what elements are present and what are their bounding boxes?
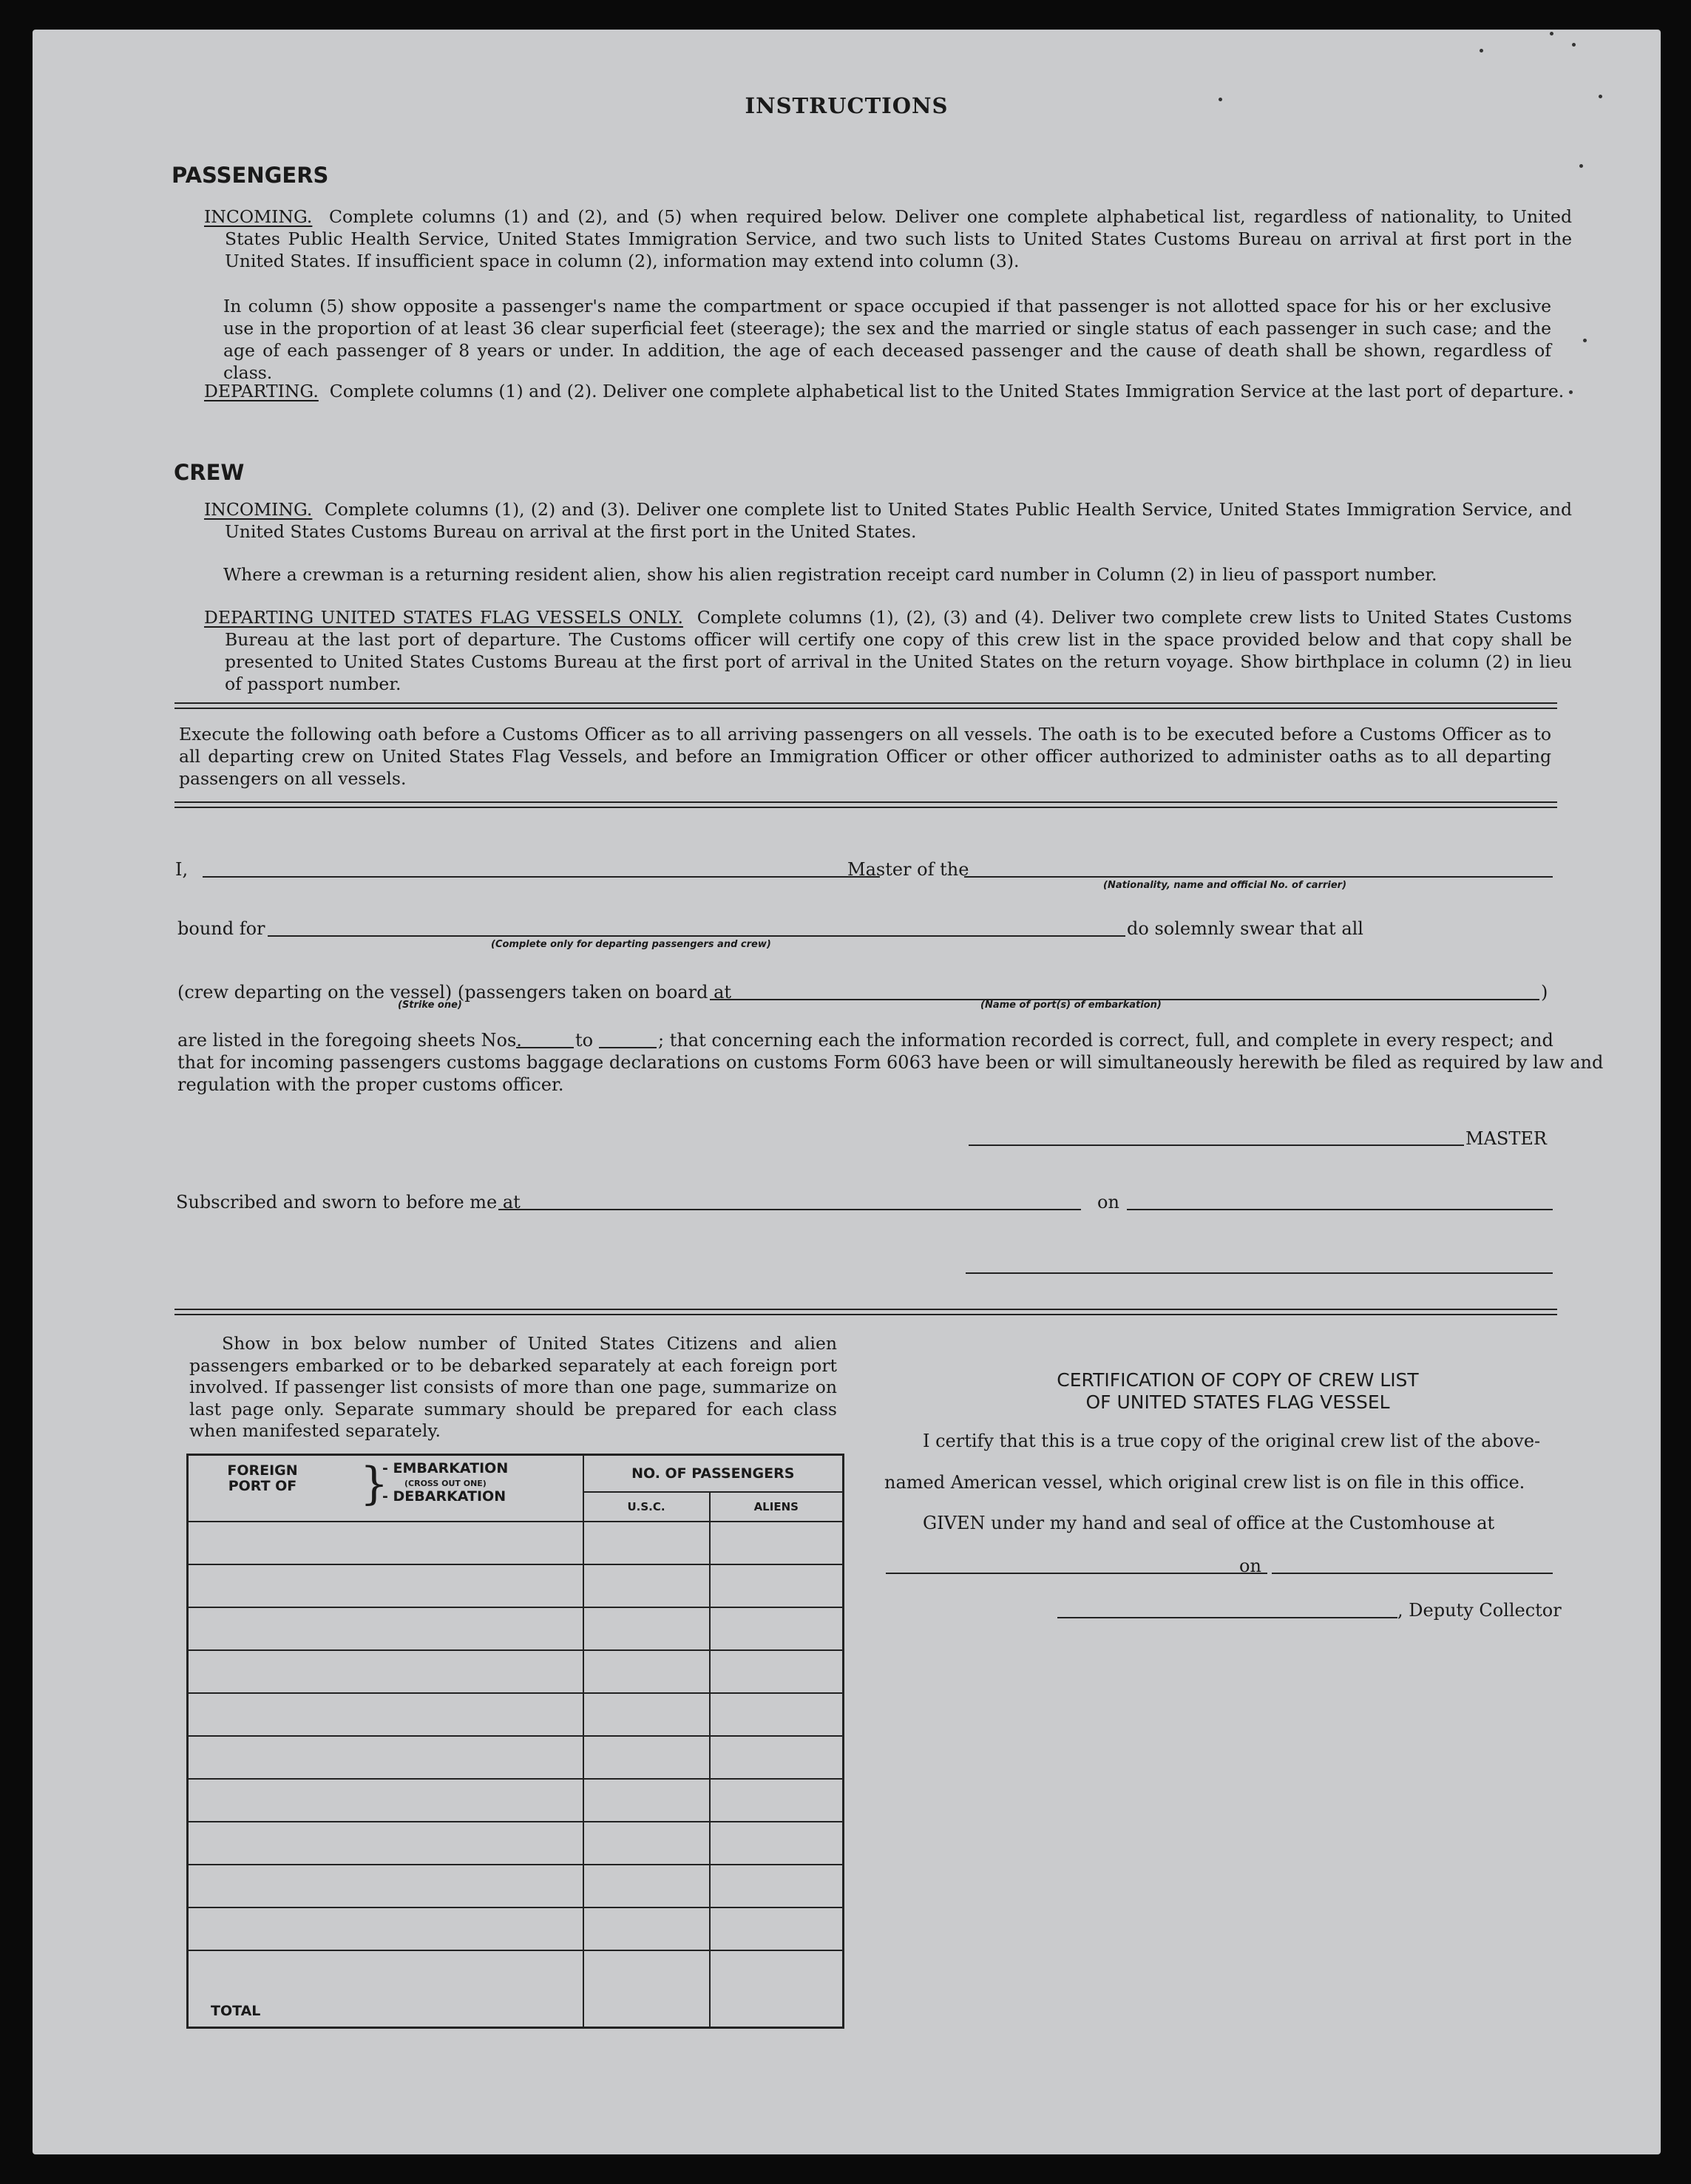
certification-line2: named American vessel, which original crew list is on file in this office. bbox=[884, 1472, 1525, 1493]
port-cell[interactable] bbox=[188, 1650, 583, 1693]
master-label: MASTER bbox=[1465, 1128, 1547, 1149]
port-cell[interactable] bbox=[188, 1693, 583, 1736]
double-rule bbox=[174, 801, 1557, 808]
usc-total-cell[interactable] bbox=[583, 1950, 710, 2028]
aliens-cell[interactable] bbox=[710, 1907, 844, 1950]
listed-to: to bbox=[575, 1030, 594, 1051]
crew-departing-text: Complete columns (1), (2), (3) and (4). Deliver two complete crew lists to United States Customs Bureau at the last port of departure. The Customs officer will certify one copy of this crew list in the space provided below and that copy shall be presented to United States Customs Bureau at the first port of arrival in the United States on the return voyage. Show birthplace in column (2) in lieu of passport number. bbox=[225, 607, 1573, 694]
scan-speck bbox=[1480, 49, 1483, 52]
passenger-summary-table bbox=[186, 1454, 844, 2029]
deputy-signature-line[interactable] bbox=[1057, 1617, 1397, 1618]
certification-line3: GIVEN under my hand and seal of office at the Customhouse at bbox=[923, 1513, 1495, 1533]
crew-departing-strike: (crew departing on the vessel) (passengers taken on board at bbox=[177, 982, 732, 1003]
scan-speck bbox=[1599, 95, 1602, 98]
certification-title bbox=[883, 1369, 1593, 1414]
certification-title-line2: OF UNITED STATES FLAG VESSEL bbox=[1085, 1391, 1390, 1413]
usc-cell[interactable] bbox=[583, 1564, 710, 1607]
sworn-place-line[interactable] bbox=[498, 1209, 1081, 1210]
scan-speck bbox=[1550, 32, 1553, 35]
certification-title-line1: CERTIFICATION OF COPY OF CREW LIST bbox=[1057, 1369, 1419, 1391]
port-cell[interactable] bbox=[188, 1736, 583, 1779]
oath-i-label: I, bbox=[175, 859, 189, 880]
port-cell[interactable] bbox=[188, 1607, 583, 1650]
scan-speck bbox=[1572, 43, 1576, 47]
listed-line2: that for incoming passengers customs baggage declarations on customs Form 6063 have been or will simultaneously herewith be filed as required by law and bbox=[177, 1052, 1604, 1073]
port-cell[interactable] bbox=[188, 1822, 583, 1865]
crew-heading: CREW bbox=[174, 460, 245, 485]
page-title: INSTRUCTIONS bbox=[745, 93, 949, 118]
aliens-cell[interactable] bbox=[710, 1736, 844, 1779]
usc-cell[interactable] bbox=[583, 1779, 710, 1822]
passengers-departing-text: Complete columns (1) and (2). Deliver one complete alphabetical list to the United States Immigration Service at the last port of departure. bbox=[329, 381, 1565, 401]
port-header-cell bbox=[188, 1455, 583, 1522]
port-cell[interactable] bbox=[188, 1865, 583, 1907]
master-signature-line[interactable] bbox=[969, 1144, 1464, 1146]
bound-for-line[interactable] bbox=[268, 935, 1125, 937]
port-cell[interactable] bbox=[188, 1564, 583, 1607]
aliens-cell[interactable] bbox=[710, 1522, 844, 1564]
usc-cell[interactable] bbox=[583, 1693, 710, 1736]
crew-resident-paragraph: Where a crewman is a returning resident alien, show his alien registration receipt card number in Column (2) in lieu of passport number. bbox=[223, 564, 1437, 585]
sheet-to-line[interactable] bbox=[599, 1047, 657, 1048]
certification-on-label: on bbox=[1239, 1556, 1261, 1576]
double-rule bbox=[174, 1309, 1557, 1315]
passengers-heading: PASSENGERS bbox=[172, 163, 329, 188]
usc-header: U.S.C. bbox=[583, 1492, 710, 1522]
swear-text: do solemnly swear that all bbox=[1127, 918, 1363, 939]
aliens-header: ALIENS bbox=[710, 1492, 844, 1522]
debarkation-label: - DEBARKATION bbox=[382, 1488, 506, 1505]
crew-departing-paragraph bbox=[204, 606, 1572, 695]
passengers-incoming-label: INCOMING. bbox=[204, 206, 313, 227]
usc-cell[interactable] bbox=[583, 1822, 710, 1865]
no-of-passengers-header: NO. OF PASSENGERS bbox=[583, 1455, 844, 1492]
scan-speck bbox=[1219, 98, 1222, 101]
passengers-incoming-text: Complete columns (1) and (2), and (5) when required below. Deliver one complete alphabetical list, regardless of nationality, to United States Public Health Service, United States Immigration Service, and two such lists to United States Customs Bureau on arrival at first port in the United States. If insufficient space in column (2), information may extend into column (3). bbox=[225, 206, 1572, 271]
customhouse-place-line[interactable] bbox=[886, 1573, 1267, 1574]
subscribed-label: Subscribed and sworn to before me at bbox=[176, 1192, 521, 1213]
aliens-cell[interactable] bbox=[710, 1865, 844, 1907]
sworn-date-line[interactable] bbox=[1127, 1209, 1553, 1210]
brace-icon: } bbox=[360, 1458, 389, 1510]
sheet-from-line[interactable] bbox=[516, 1047, 574, 1048]
close-paren: ) bbox=[1541, 982, 1548, 1003]
carrier-caption: (Nationality, name and official No. of carrier) bbox=[1103, 880, 1347, 891]
double-rule bbox=[174, 702, 1557, 709]
aliens-cell[interactable] bbox=[710, 1822, 844, 1865]
usc-cell[interactable] bbox=[583, 1607, 710, 1650]
aliens-cell[interactable] bbox=[710, 1650, 844, 1693]
aliens-cell[interactable] bbox=[710, 1607, 844, 1650]
certification-line1: I certify that this is a true copy of the original crew list of the above- bbox=[923, 1431, 1541, 1451]
listed-rest: ; that concerning each the information recorded is correct, full, and complete in every respect; and bbox=[658, 1030, 1553, 1051]
passengers-departing-paragraph bbox=[204, 380, 1572, 402]
aliens-total-cell[interactable] bbox=[710, 1950, 844, 2028]
usc-cell[interactable] bbox=[583, 1907, 710, 1950]
total-label: TOTAL bbox=[211, 2003, 261, 2019]
port-cell[interactable] bbox=[188, 1907, 583, 1950]
oath-instructions: Execute the following oath before a Customs Officer as to all arriving passengers on all vessels. The oath is to be executed before a Customs Officer as to all departing crew on United States Flag Vessels, and before an Immigration Officer or other officer authorized to administer oaths as to all departing passengers on all vessels. bbox=[179, 724, 1551, 789]
aliens-cell[interactable] bbox=[710, 1779, 844, 1822]
scan-speck bbox=[1583, 339, 1587, 342]
aliens-cell[interactable] bbox=[710, 1693, 844, 1736]
crew-incoming-text: Complete columns (1), (2) and (3). Deliver one complete list to United States Public Health Service, United States Immigration Service, and United States Customs Bureau on arrival at the first port in the United States. bbox=[225, 499, 1572, 542]
passengers-departing-label: DEPARTING. bbox=[204, 381, 319, 401]
passengers-column5-paragraph: In column (5) show opposite a passenger's name the compartment or space occupied if that passenger is not allotted space for his or her exclusive use in the proportion of at least 36 clear superficial feet (steerage); the sex and the married or single status of each passenger in such case; and the age of each passenger of 8 years or under. In addition, the age of each deceased passenger and the cause of death shall be shown, regardless of class. bbox=[223, 296, 1551, 383]
carrier-line[interactable] bbox=[964, 876, 1553, 878]
scan-speck bbox=[1569, 390, 1573, 394]
port-cell[interactable] bbox=[188, 1779, 583, 1822]
listed-line3: regulation with the proper customs officer. bbox=[177, 1074, 564, 1095]
certification-date-line[interactable] bbox=[1272, 1573, 1553, 1574]
summary-note: Show in box below number of United States Citizens and alien passengers embarked or to be debarked separately at each foreign port involved. If passenger list consists of more than one page, summarize on last page only. Separate summary should be prepared for each class when manifested separately. bbox=[189, 1333, 837, 1441]
crew-departing-label: DEPARTING UNITED STATES FLAG VESSELS ONLY. bbox=[204, 607, 683, 628]
document-page bbox=[33, 30, 1661, 2154]
foreign-port-of: FOREIGN PORT OF bbox=[227, 1462, 298, 1494]
usc-cell[interactable] bbox=[583, 1865, 710, 1907]
bound-for-label: bound for bbox=[177, 918, 265, 939]
listed-prefix: are listed in the foregoing sheets Nos. bbox=[177, 1030, 522, 1051]
cross-out-label: (CROSS OUT ONE) bbox=[404, 1479, 487, 1488]
usc-cell[interactable] bbox=[583, 1650, 710, 1693]
crew-incoming-label: INCOMING. bbox=[204, 499, 313, 520]
embarkation-label: - EMBARKATION bbox=[382, 1460, 509, 1476]
aliens-cell[interactable] bbox=[710, 1564, 844, 1607]
officer-signature-line[interactable] bbox=[966, 1272, 1553, 1274]
passengers-incoming-paragraph bbox=[204, 206, 1572, 272]
port-caption: (Name of port(s) of embarkation) bbox=[980, 1000, 1162, 1011]
port-cell[interactable] bbox=[188, 1522, 583, 1564]
master-name-line[interactable] bbox=[203, 876, 880, 878]
usc-cell[interactable] bbox=[583, 1522, 710, 1564]
sworn-on-label: on bbox=[1097, 1192, 1119, 1213]
strike-one-caption: (Strike one) bbox=[398, 1000, 462, 1011]
usc-cell[interactable] bbox=[583, 1736, 710, 1779]
crew-incoming-paragraph bbox=[204, 498, 1572, 543]
total-cell bbox=[188, 1950, 583, 2028]
master-of-label: Master of the bbox=[847, 859, 969, 880]
deputy-collector-label: , Deputy Collector bbox=[1397, 1600, 1562, 1621]
scan-speck bbox=[1579, 164, 1583, 168]
bound-for-caption: (Complete only for departing passengers and crew) bbox=[491, 939, 771, 950]
